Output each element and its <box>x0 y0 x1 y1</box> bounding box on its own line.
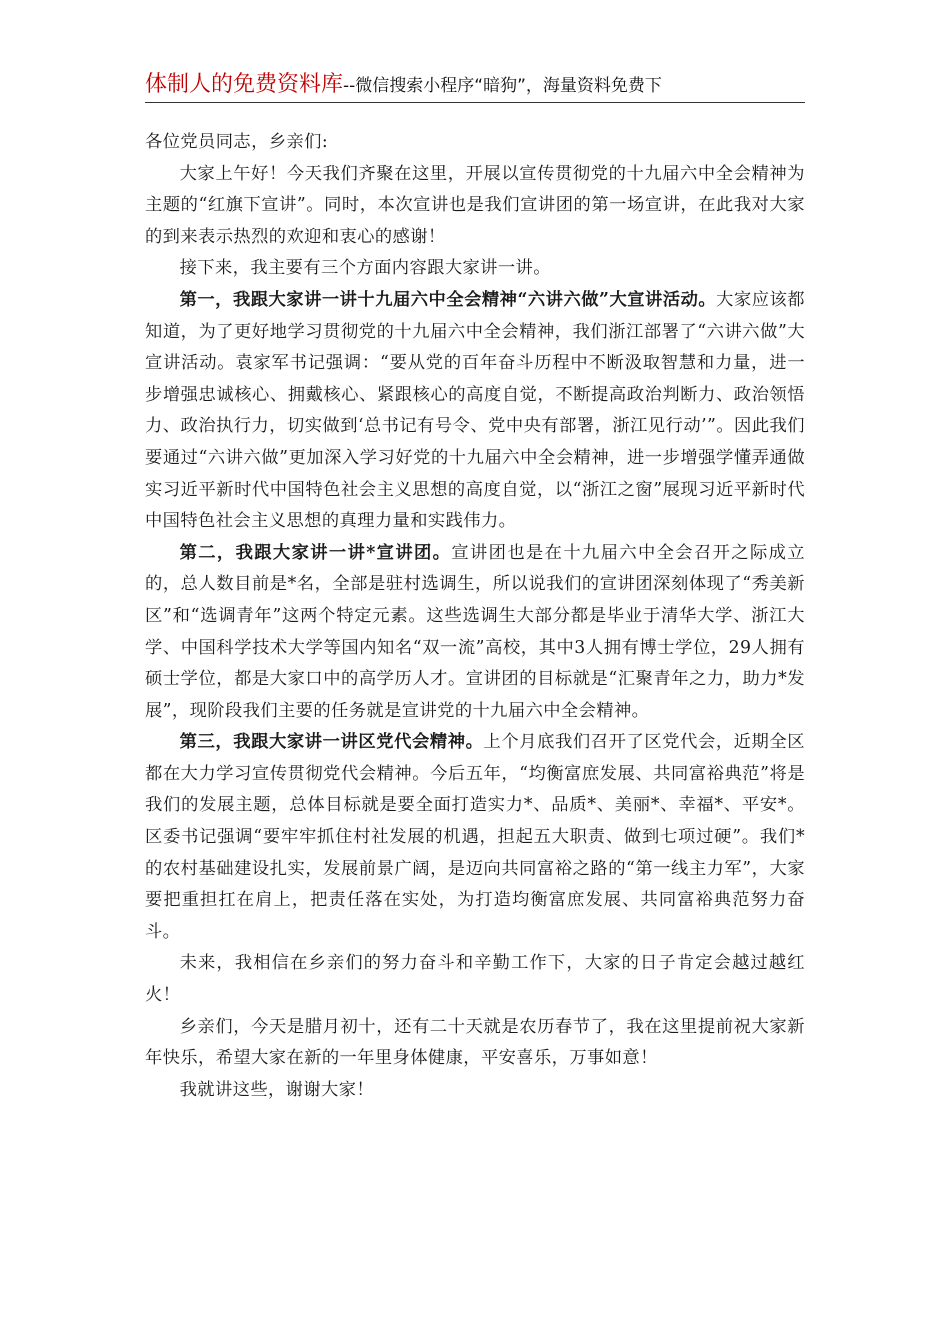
point-one-text: 大家应该都知道，为了更好地学习贯彻党的十九届六中全会精神，我们浙江部署了“六讲六做”大宣讲活动。袁家军书记强调：“要从党的百年奋斗历程中不断汲取智慧和力量，进一步增强忠诚核心、拥戴核心、紧跟核心的高度自觉，不断提高政治判断力、政治领悟力、政治执行力，切实做到‘总书记有号令、党中央有部署，浙江见行动’”。因此我们要通过“六讲六做”更加深入学习好党的十九届六中全会精神，进一步增强学懂弄通做实习近平新时代中国特色社会主义思想的高度自觉，以“浙江之窗”展现习近平新时代中国特色社会主义思想的真理力量和实践伟力。 <box>145 289 805 532</box>
paragraph-point-three <box>145 727 805 948</box>
page-header <box>145 70 805 103</box>
salutation: 各位党员同志，乡亲们: <box>145 132 329 152</box>
paragraph-closing: 我就讲这些，谢谢大家！ <box>179 1079 375 1100</box>
paragraph-point-one <box>145 285 805 538</box>
paragraph-new-year-wishes: 乡亲们，今天是腊月初十，还有二十天就是农历春节了，我在这里提前祝大家新年快乐，希望大家在新的一年里身体健康，平安喜乐，万事如意！ <box>145 1016 805 1069</box>
paragraph-point-two <box>145 538 805 728</box>
point-three-heading: 第三，我跟大家讲一讲区党代会精神。 <box>179 732 484 753</box>
point-three-text: 上个月底我们召开了区党代会，近期全区都在大力学习宣传贯彻党代会精神。今后五年，“均衡富庶发展、共同富裕典范”将是我们的发展主题，总体目标就是要全面打造实力*、品质*、美丽*、幸福*、平安*。区委书记强调“要牢牢抓住村社发展的机遇，担起五大职责、做到七项过硬”。我们*的农村基础建设扎实，发展前景广阔，是迈向共同富裕之路的“第一线主力军”，大家要把重担扛在肩上，把责任落在实处，为打造均衡富庶发展、共同富裕典范努力奋斗。 <box>145 732 805 942</box>
point-two-heading: 第二，我跟大家讲一讲*宣讲团。 <box>179 542 452 563</box>
header-tagline: --微信搜索小程序“暗狗”，海量资料免费下 <box>343 76 662 96</box>
point-two-text: 宣讲团也是在十九届六中全会召开之际成立的，总人数目前是*名，全部是驻村选调生，所以说我们的宣讲团深刻体现了“秀美新区”和“选调青年”这两个特定元素。这些选调生大部分都是毕业于清华大学、浙江大学、中国科学技术大学等国内知名“双一流”高校，其中3人拥有博士学位，29人拥有硕士学位，都是大家口中的高学历人才。宣讲团的目标就是“汇聚青年之力，助力*发展”，现阶段我们主要的任务就是宣讲党的十九届六中全会精神。 <box>145 542 805 721</box>
point-one-heading: 第一，我跟大家讲一讲十九届六中全会精神“六讲六做”大宣讲活动。 <box>179 289 717 310</box>
paragraph-opening: 大家上午好！今天我们齐聚在这里，开展以宣传贯彻党的十九届六中全会精神为主题的“红旗下宣讲”。同时，本次宣讲也是我们宣讲团的第一场宣讲，在此我对大家的到来表示热烈的欢迎和衷心的感谢！ <box>145 163 805 247</box>
paragraph-outline: 接下来，我主要有三个方面内容跟大家讲一讲。 <box>179 258 551 279</box>
header-brand: 体制人的免费资料库 <box>145 72 344 97</box>
document-body <box>145 127 805 1106</box>
paragraph-future: 未来，我相信在乡亲们的努力奋斗和辛勤工作下，大家的日子肯定会越过越红火！ <box>145 953 805 1006</box>
